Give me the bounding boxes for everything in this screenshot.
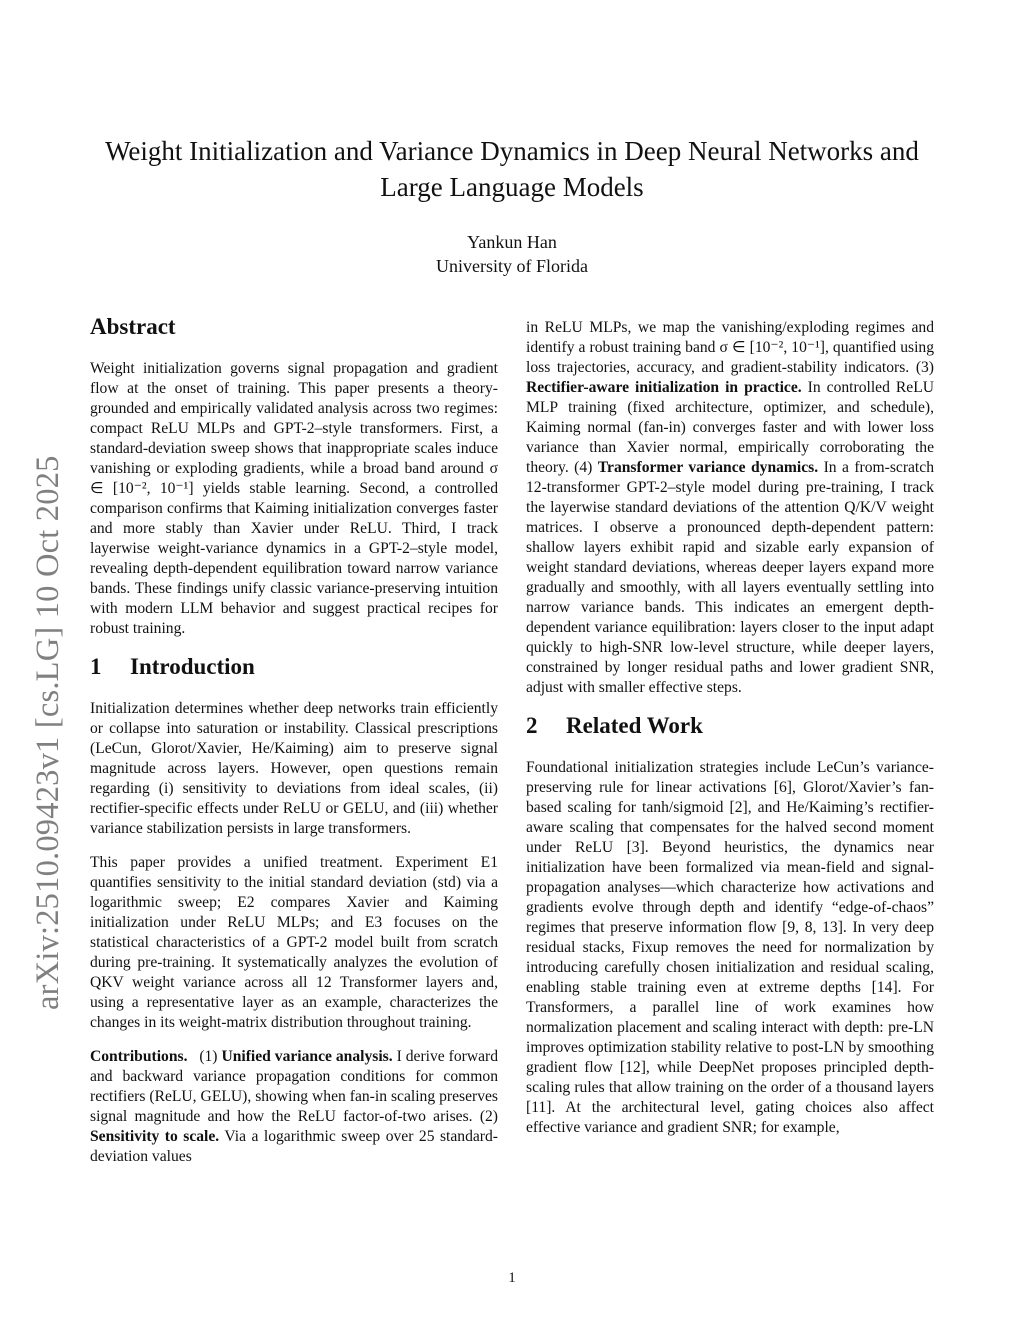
right-column xyxy=(526,318,934,1152)
contributions-continued xyxy=(526,318,934,698)
intro-section-title: Introduction xyxy=(130,654,255,679)
contribution-3-text: In controlled ReLU MLP training (fixed architecture, optimizer, and schedule), Kaiming normal (fan-in) converges faster and with lower loss variance than Xavier normal, empirically corroborating the theory. xyxy=(526,379,934,476)
related-work-text: Foundational initialization strategies include LeCun’s variance-preserving rule for linear activations [6], Glorot/Xavier’s fan-based scaling for tanh/sigmoid [2], and He/Kaiming’s rectifier-aware scaling that compensates for the halved second moment under ReLU [3]. Beyond heuristics, the dynamics near initialization have been formalized via mean-field and signal-propagation analyses—which characterize how activations and gradients evolve through depth and identify “edge-of-chaos” regimes that preserve information flow [9, 8, 13]. In very deep residual stacks, Fixup removes the need for normalization by introducing carefully chosen initialization and residual scaling, enabling stable training even at extreme depths [14]. For Transformers, a parallel line of work examines how normalization placement and scaling interact with depth: pre-LN improves optimization stability relative to post-LN by smoothing gradient flow [12], while DeepNet proposes principled depth-scaling rules that allow training on the order of a thousand layers [11]. At the architectural level, gating choices also affect effective variance and gradient SNR; for example, xyxy=(526,759,934,1136)
abstract-text: Weight initialization governs signal propagation and gradient flow at the onset of training. This paper presents a theory-grounded and empirically validated analysis across two regimes: compact ReLU MLPs and GPT-2–style transformers. First, a standard-deviation sweep shows that inappropriate scales induce vanishing or exploding gradients, while a broad band around σ ∈ [10⁻², 10⁻¹] yields stable learning. Second, a controlled comparison confirms that Kaiming initialization converges faster and more stably than Xavier under ReLU. Third, I track layerwise weight-variance dynamics in a GPT-2–style model, revealing depth-dependent equilibration toward narrow variance bands. These findings unify classic variance-preserving intuition with modern LLM behavior and suggest practical recipes for robust training. xyxy=(90,360,498,637)
paper-title: Weight Initialization and Variance Dynamics in Deep Neural Networks and Large Language Models xyxy=(105,136,919,202)
contribution-2-title: Sensitivity to scale. xyxy=(90,1128,220,1145)
related-section-title: Related Work xyxy=(566,713,703,738)
author-affiliation: University of Florida xyxy=(436,256,588,276)
contributions-paragraph xyxy=(90,1047,498,1167)
contribution-4-title: Transformer variance dynamics. xyxy=(597,459,819,476)
abstract-heading: Abstract xyxy=(90,314,176,339)
contribution-1-text: I derive forward and backward variance propagation conditions for common rectifiers (ReLU, GELU), showing when fan-in scaling preserves signal magnitude and how the ReLU factor-of-two arises. xyxy=(90,1048,499,1125)
intro-paragraph-1: Initialization determines whether deep networks train efficiently or collapse into saturation or instability. Classical prescriptions (LeCun, Glorot/Xavier, He/Kaiming) aim to preserve signal magnitude across layers. However, open questions remain regarding (i) sensitivity to deviations from ideal scales, (ii) rectifier-specific effects under ReLU or GELU, and (iii) whether variance stabilization persists in large transformers. xyxy=(90,700,498,837)
contribution-2-label: (2) xyxy=(479,1108,498,1125)
intro-heading xyxy=(90,653,498,681)
arxiv-identifier-stamp[interactable]: arXiv:2510.09423v1 [cs.LG] 10 Oct 2025 xyxy=(30,455,66,1010)
contribution-2-text-start: Via a logarithmic sweep over 25 standard-deviation values xyxy=(90,1128,498,1165)
contribution-4-text: In a from-scratch 12-transformer GPT-2–style model during pre-training, I track the layerwise standard deviations of the attention Q/K/V weight matrices. I observe a pronounced depth-dependent pattern: shallow layers exhibit rapid and sizable early expansion of weight standard deviations, whereas deeper layers expand more gradually and smoothly, with all layers eventually settling into narrow variance bands. This indicates an emergent depth-dependent variance equilibration: layers closer to the input adapt quickly to high-SNR low-level structure, while deeper layers, constrained by longer residual paths and lower gradient SNR, adjust with smaller effective steps. xyxy=(526,459,934,696)
intro-section-number: 1 xyxy=(90,654,102,679)
left-column xyxy=(90,313,498,1167)
intro-paragraph-2: This paper provides a unified treatment. Experiment E1 quantifies sensitivity to the initial standard deviation (std) via a logarithmic sweep; E2 compares Xavier and Kaiming initialization under ReLU MLPs; and E3 focuses on the statistical characteristics of a GPT-2 model built from scratch during pre-training. It systematically analyzes the evolution of QKV weight variance across all 12 Transformer layers and, using a representative layer as an example, characterizes the changes in its weight-matrix distribution throughout training. xyxy=(90,854,498,1031)
contribution-2-text-end: in ReLU MLPs, we map the vanishing/exploding regimes and identify a robust training band σ ∈ [10⁻², 10⁻¹], quantified using loss trajectories, accuracy, and gradient-stability indicators. xyxy=(526,319,934,376)
contribution-1-title: Unified variance analysis. xyxy=(221,1048,393,1065)
related-section-number: 2 xyxy=(526,713,538,738)
related-work-heading xyxy=(526,712,934,740)
page-number: 1 xyxy=(508,1270,516,1286)
author-name: Yankun Han xyxy=(467,232,557,252)
contributions-lead: Contributions. xyxy=(90,1048,188,1065)
contribution-3-title: Rectifier-aware initialization in practice. xyxy=(526,379,802,396)
contribution-1-label: (1) xyxy=(199,1048,218,1065)
contribution-4-label: (4) xyxy=(574,459,593,476)
contribution-3-label: (3) xyxy=(915,359,934,376)
author-block xyxy=(312,230,712,278)
